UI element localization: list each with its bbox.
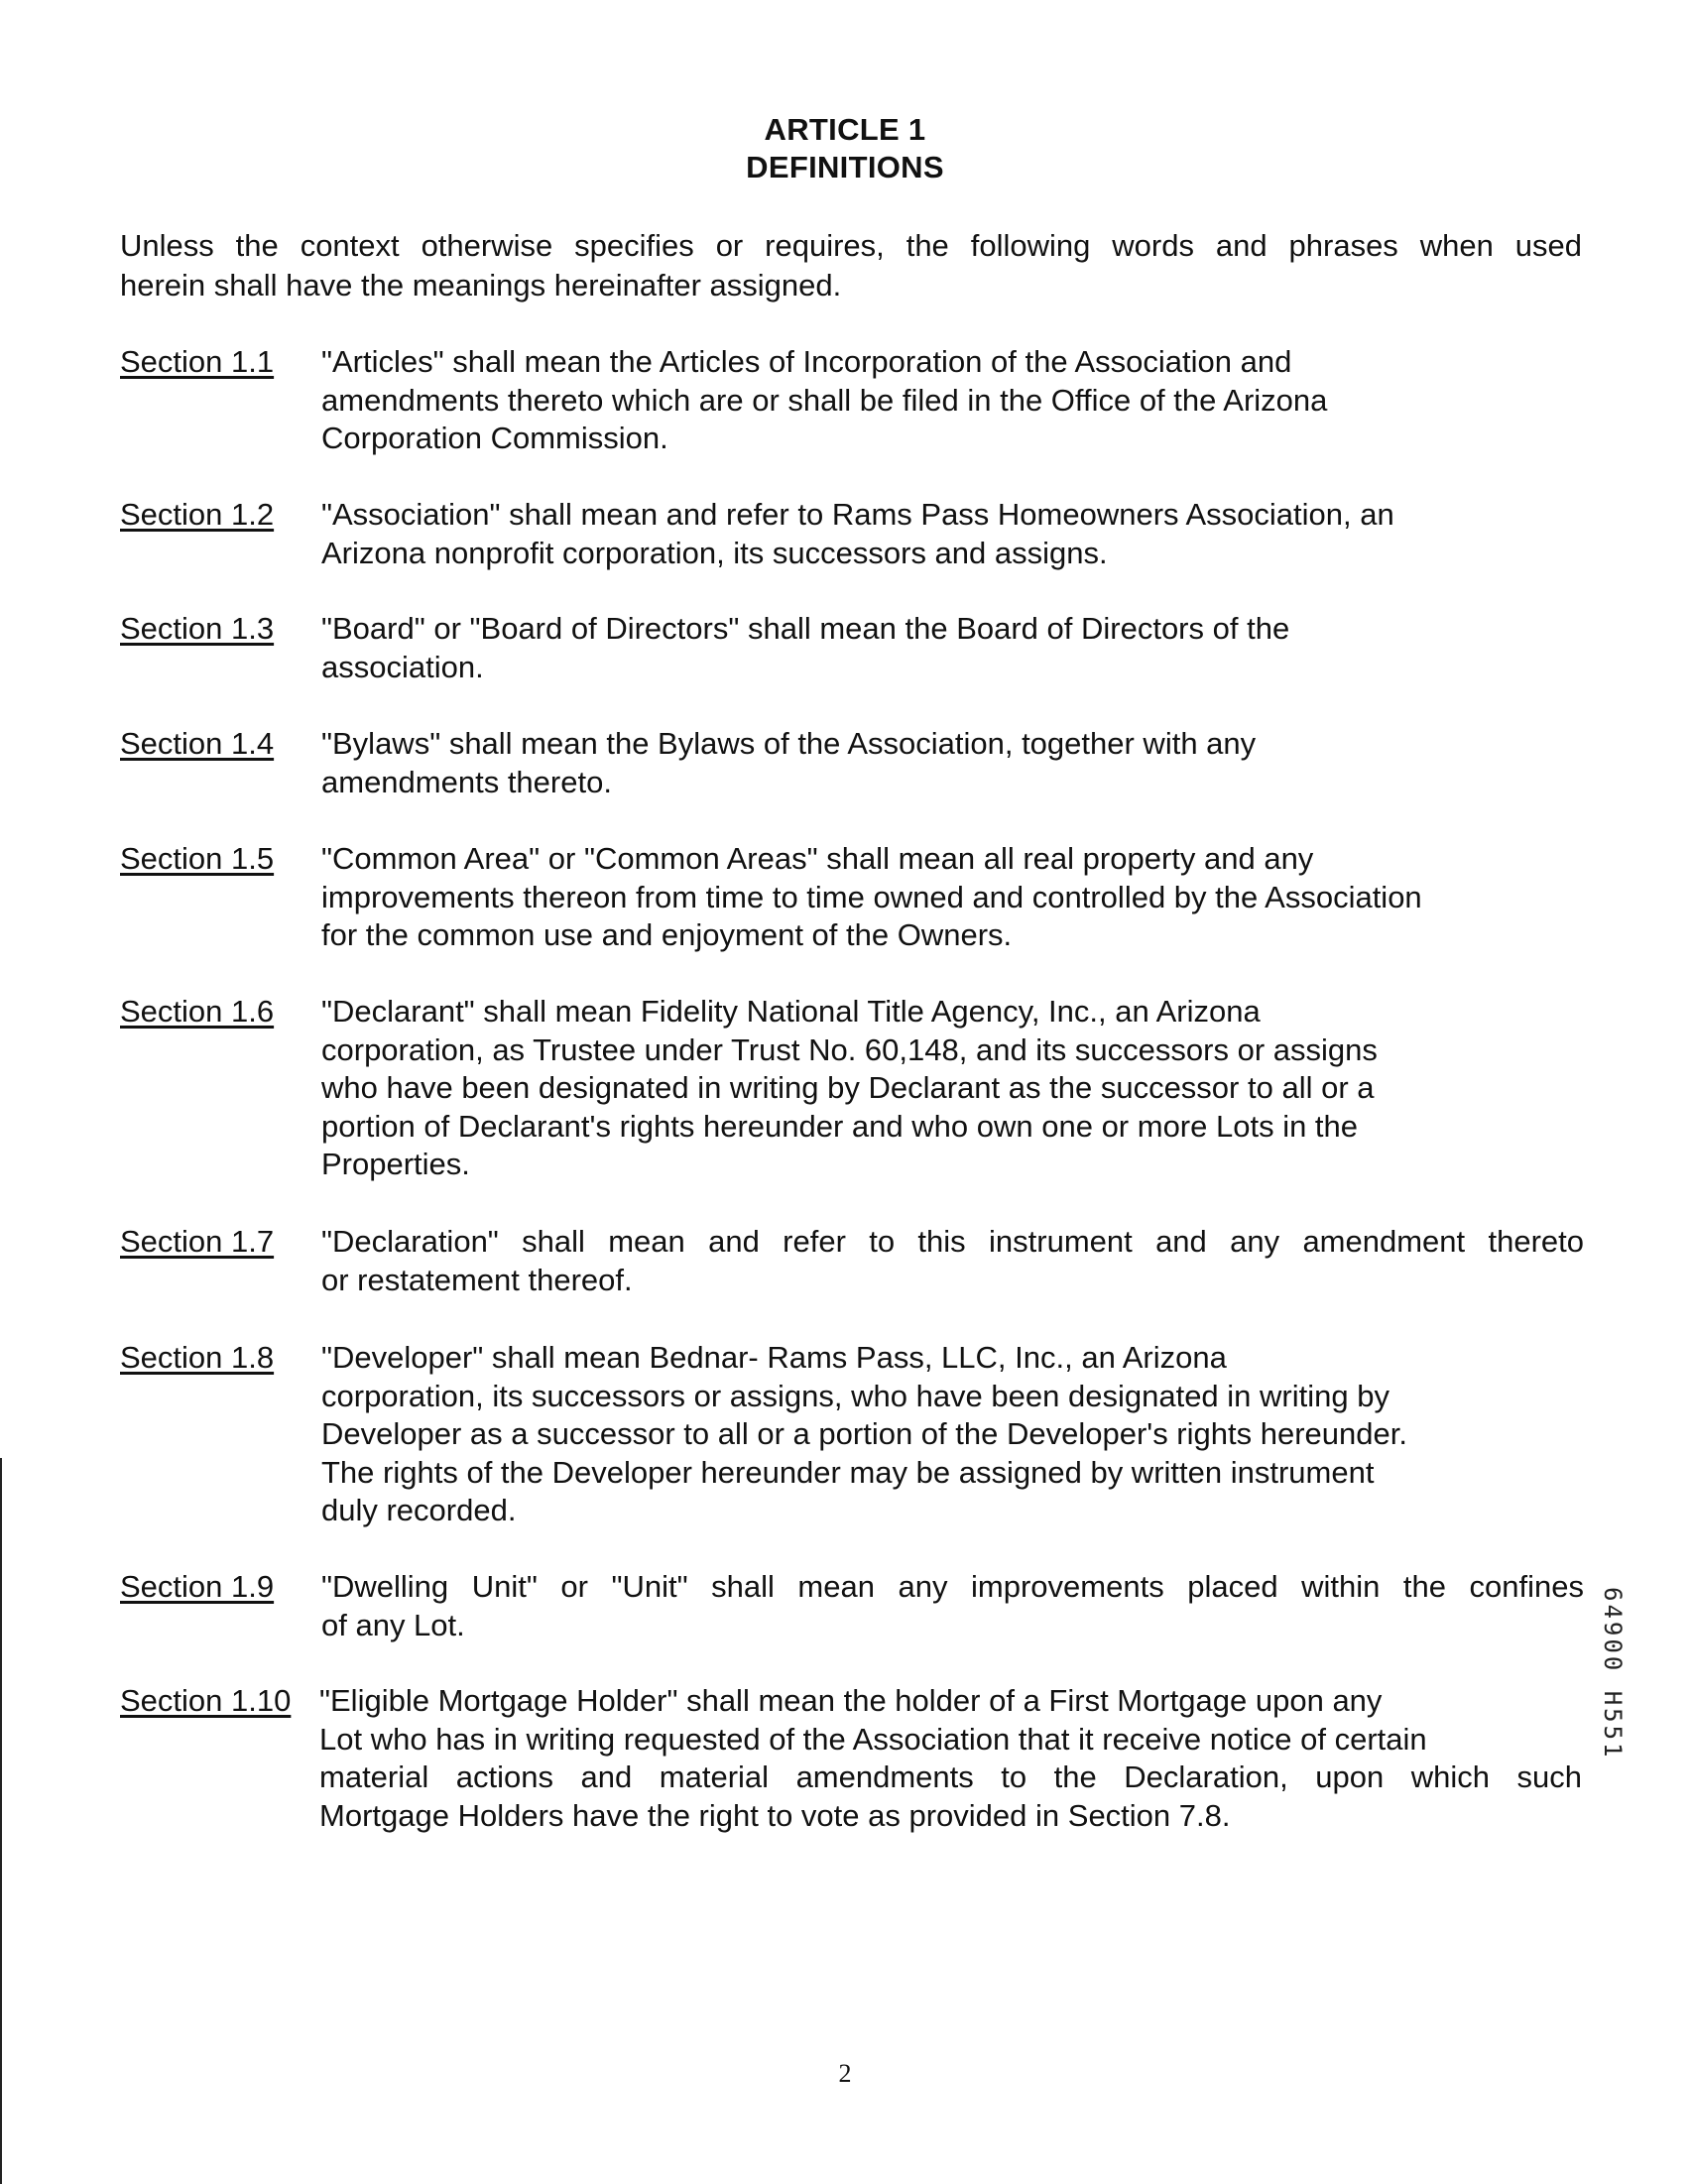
section-line: or restatement thereof.	[321, 1262, 633, 1297]
section-label: Section 1.5	[120, 841, 275, 876]
section-label: Section 1.6	[120, 994, 275, 1029]
section-line: "Articles" shall mean the Articles of Incorporation of the Association and	[321, 344, 1292, 379]
section-line: association.	[321, 649, 484, 684]
intro-line-1: Unless the context otherwise specifies or requires, the following words and phrases when used	[120, 228, 1582, 263]
section-line: corporation, its successors or assigns, who have been designated in writing by	[321, 1378, 1389, 1413]
section-line: "Association" shall mean and refer to Rams Pass Homeowners Association, an	[321, 497, 1394, 532]
section-text	[321, 1223, 1584, 1299]
section-label: Section 1.8	[120, 1340, 275, 1375]
section-line: "Declaration" shall mean and refer to this instrument and any amendment thereto	[321, 1224, 1584, 1259]
section-line: amendments thereto.	[321, 764, 612, 799]
section-line: improvements thereon from time to time owned and controlled by the Association	[321, 879, 1422, 914]
section-text	[321, 610, 1289, 686]
section-line: Developer as a successor to all or a portion of the Developer's rights hereunder.	[321, 1416, 1407, 1451]
section-line: "Declarant" shall mean Fidelity National Title Agency, Inc., an Arizona	[321, 994, 1261, 1029]
section-line: "Eligible Mortgage Holder" shall mean the holder of a First Mortgage upon any	[319, 1683, 1383, 1718]
section-line: Arizona nonprofit corporation, its successors and assigns.	[321, 535, 1108, 570]
section-line: Properties.	[321, 1147, 470, 1181]
section-label: Section 1.7	[120, 1224, 275, 1259]
section-line: for the common use and enjoyment of the Owners.	[321, 917, 1013, 952]
article-title: DEFINITIONS	[746, 150, 944, 184]
section-label: Section 1.10	[120, 1683, 292, 1718]
section-line: The rights of the Developer hereunder may be assigned by written instrument	[321, 1454, 1375, 1490]
section-line: material actions and material amendments to the Declaration, upon which such	[319, 1759, 1582, 1794]
section-line: amendments thereto which are or shall be filed in the Office of the Arizona	[321, 382, 1328, 418]
section-text	[321, 993, 1378, 1184]
section-line: "Developer" shall mean Bednar- Rams Pass, LLC, Inc., an Arizona	[321, 1340, 1227, 1375]
section-label: Section 1.4	[120, 726, 275, 761]
section-text	[321, 1339, 1407, 1530]
section-text	[321, 343, 1327, 458]
section-line: "Board" or "Board of Directors" shall mean the Board of Directors of the	[321, 611, 1290, 646]
recording-stamp-number: 64900 H551	[1599, 1587, 1627, 1760]
section-line: duly recorded.	[321, 1493, 517, 1527]
section-line: "Common Area" or "Common Areas" shall mean all real property and any	[321, 841, 1314, 876]
section-line: corporation, as Trustee under Trust No. 60,148, and its successors or assigns	[321, 1031, 1378, 1067]
section-line: "Bylaws" shall mean the Bylaws of the Association, together with any	[321, 726, 1257, 761]
section-line: "Dwelling Unit" or "Unit" shall mean any improvements placed within the confines	[321, 1569, 1584, 1604]
section-text	[321, 496, 1394, 572]
article-number: ARTICLE 1	[764, 112, 926, 147]
section-line: of any Lot.	[321, 1607, 465, 1642]
section-line: Corporation Commission.	[321, 421, 668, 455]
intro-paragraph	[120, 226, 1582, 305]
intro-line-2: herein shall have the meanings hereinafter assigned.	[120, 268, 842, 303]
section-label: Section 1.1	[120, 344, 275, 379]
page-number: 2	[838, 2059, 852, 2088]
section-label: Section 1.9	[120, 1569, 275, 1604]
section-text	[321, 1568, 1584, 1644]
section-line: who have been designated in writing by Declarant as the successor to all or a	[321, 1070, 1375, 1105]
section-line: Mortgage Holders have the right to vote as provided in Section 7.8.	[319, 1797, 1231, 1833]
section-text	[321, 840, 1422, 955]
section-text	[319, 1682, 1582, 1835]
section-label: Section 1.2	[120, 497, 275, 532]
section-text	[321, 725, 1256, 801]
section-label: Section 1.3	[120, 611, 275, 646]
section-line: portion of Declarant's rights hereunder and who own one or more Lots in the	[321, 1108, 1359, 1144]
section-line: Lot who has in writing requested of the Association that it receive notice of certain	[319, 1721, 1427, 1757]
